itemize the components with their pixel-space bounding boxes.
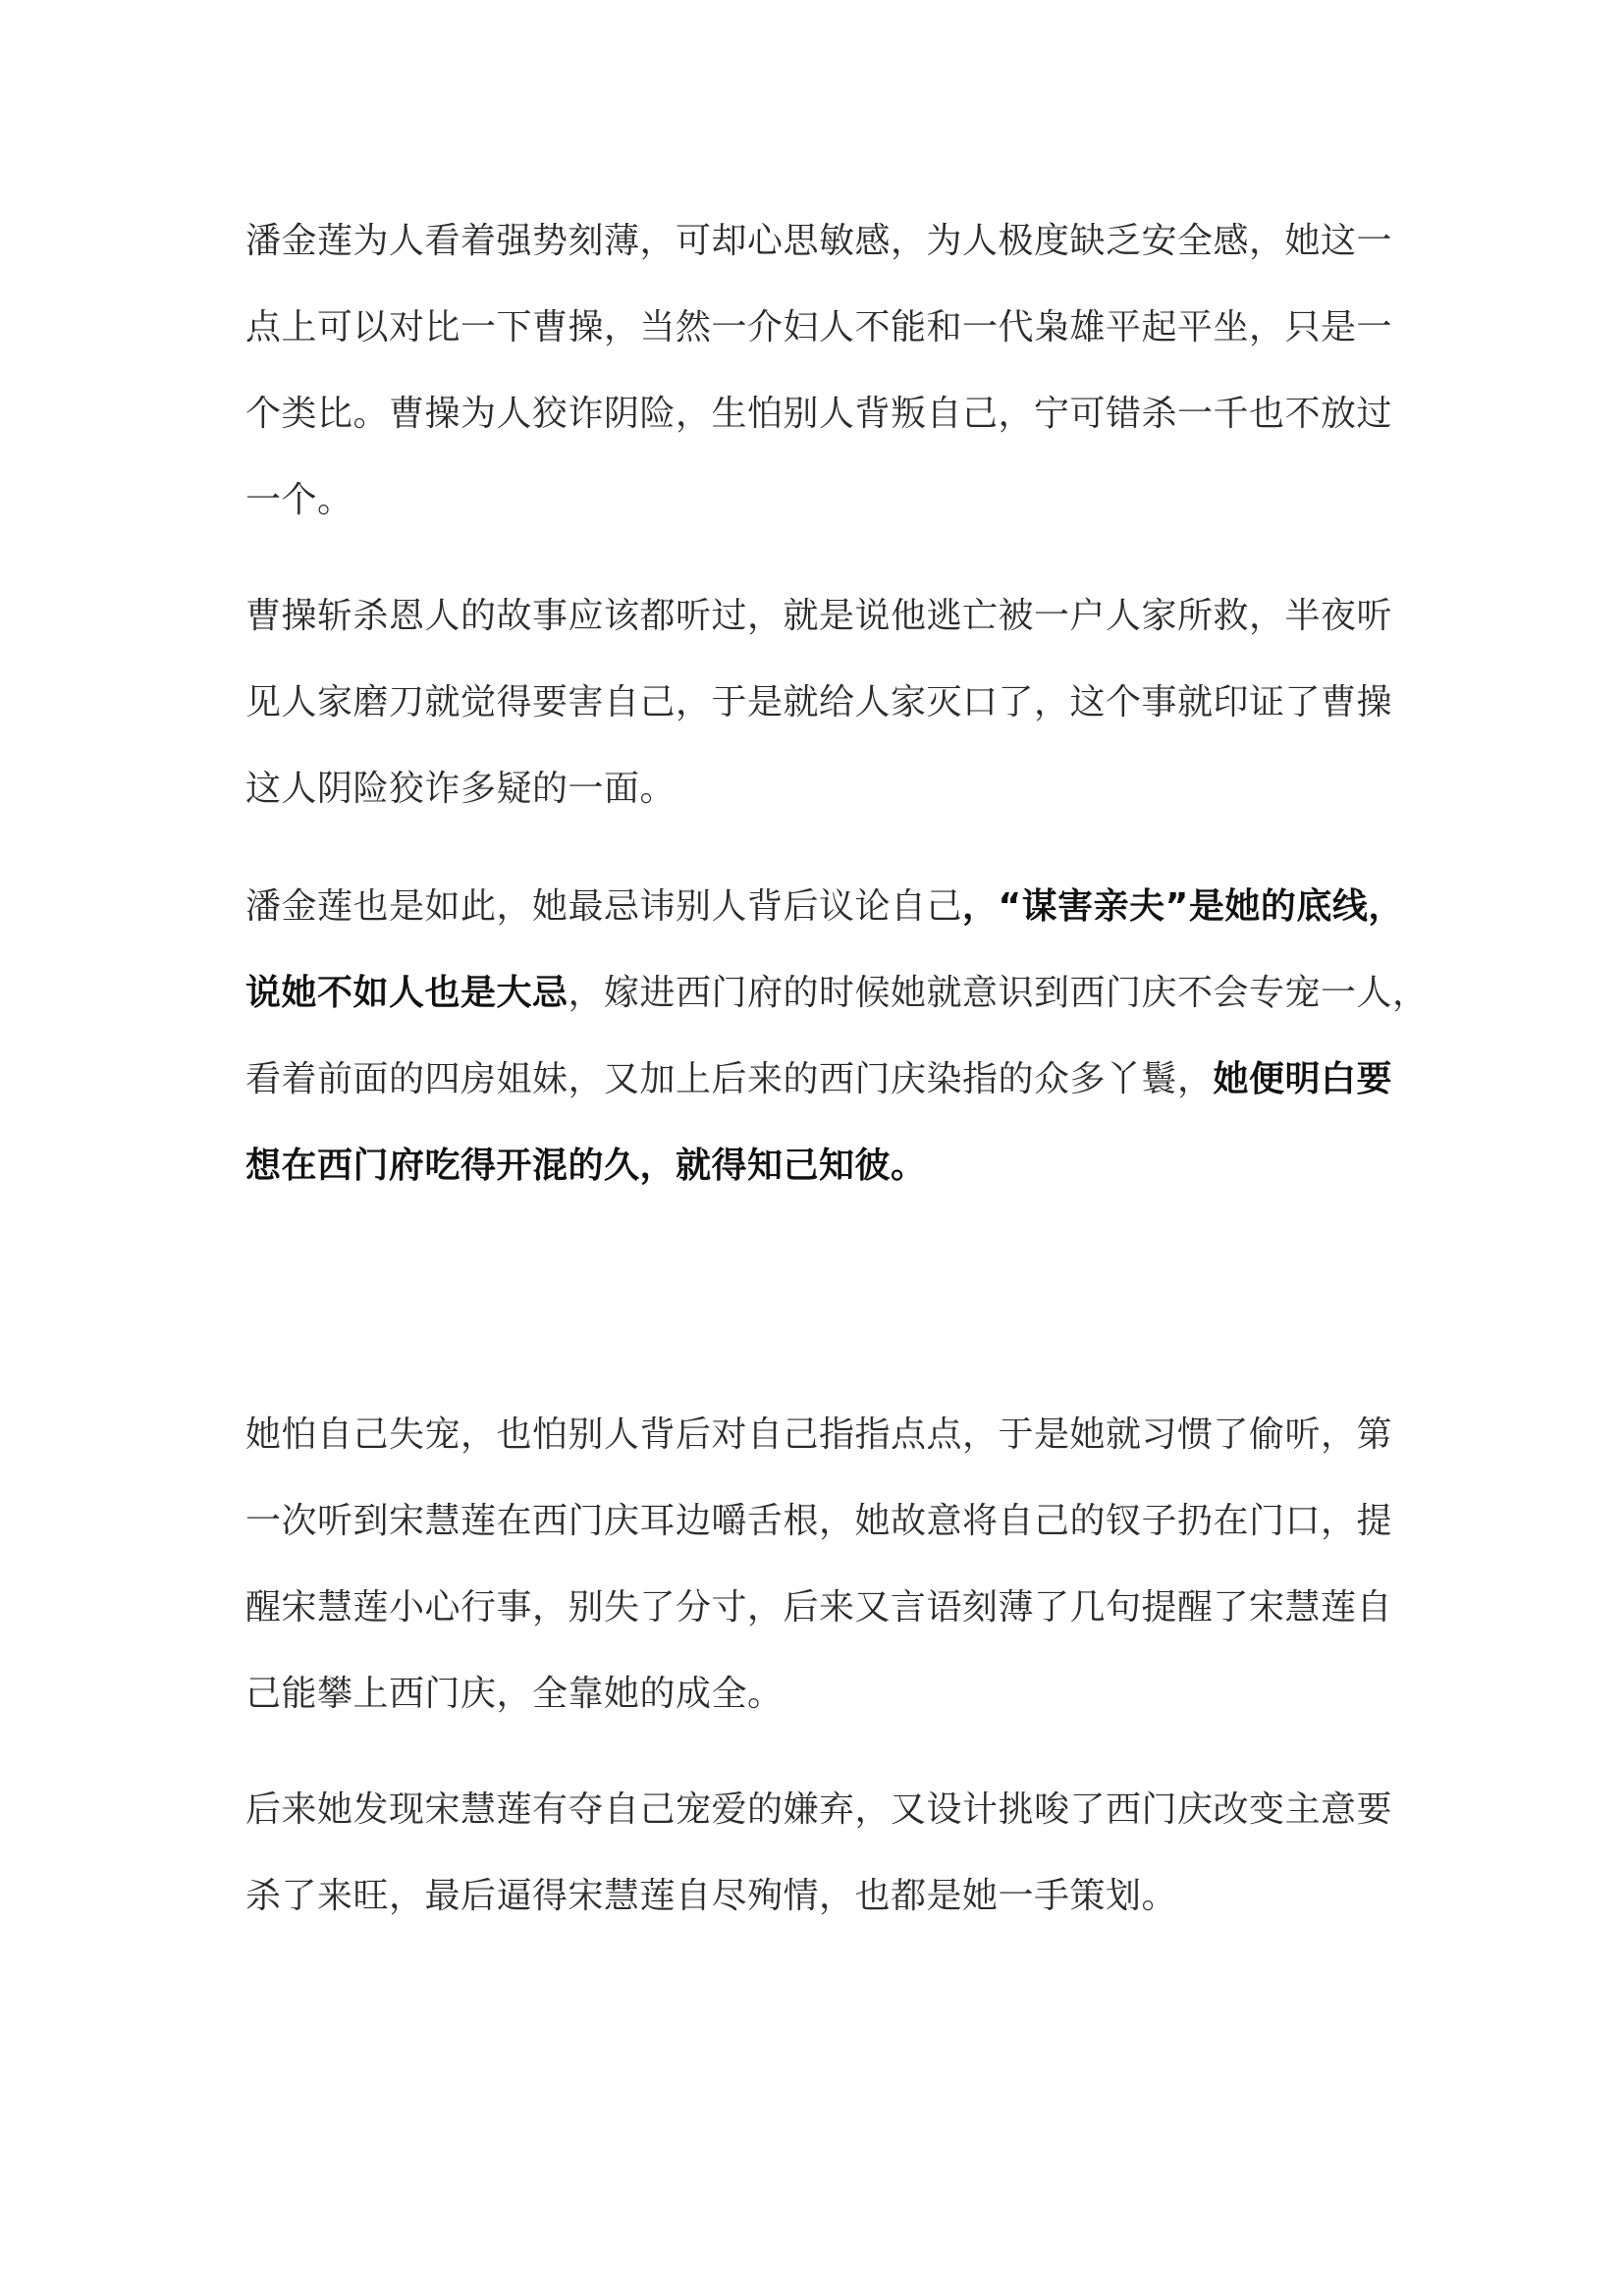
text-line: 点上可以对比一下曹操，当然一介妇人不能和一代枭雄平起平坐，只是一: [245, 307, 1393, 347]
paragraph-songhuilian-fate: [245, 1767, 1393, 1940]
paragraph-caocao-comparison: [245, 198, 1393, 544]
text-run: ，嫁进西门府的时候她就意识到西门庆不会专宠一人，: [568, 973, 1429, 1013]
bold-text-run: 她便明白要: [1213, 1059, 1393, 1099]
text-line: 后来她发现宋慧莲有夺自己宠爱的嫌弃，又设计挑唆了西门庆改变主意要: [245, 1789, 1393, 1830]
text-line: 曹操斩杀恩人的故事应该都听过，就是说他逃亡被一户人家所救，半夜听: [245, 596, 1393, 636]
text-line: 见人家磨刀就觉得要害自己，于是就给人家灭口了，这个事就印证了曹操: [245, 682, 1393, 722]
text-line: 己能攀上西门庆，全靠她的成全。: [245, 1674, 784, 1714]
paragraph-panjinlian-taboo: [245, 864, 1429, 1209]
paragraph-eavesdropping: [245, 1392, 1393, 1737]
paragraph-caocao-story: [245, 573, 1393, 832]
bold-text-line: 想在西门府吃得开混的久，就得知己知彼。: [245, 1146, 927, 1186]
text-line: [245, 864, 1404, 950]
text-line: 杀了来旺，最后逼得宋慧莲自尽殉情，也都是她一手策划。: [245, 1876, 1178, 1916]
text-line: [245, 1037, 1393, 1123]
text-line: [245, 950, 1429, 1037]
bold-text-run: 说她不如人也是大忌: [245, 973, 568, 1013]
bold-text-run: ，“谋害亲夫”是她的底线，: [962, 886, 1404, 927]
text-line: 个类比。曹操为人狡诈阴险，生怕别人背叛自己，宁可错杀一千也不放过: [245, 394, 1393, 434]
text-line: 一个。: [245, 480, 353, 520]
text-line: 一次听到宋慧莲在西门庆耳边嚼舌根，她故意将自己的钗子扔在门口，提: [245, 1501, 1393, 1541]
text-line: 醒宋慧莲小心行事，别失了分寸，后来又言语刻薄了几句提醒了宋慧莲自: [245, 1587, 1393, 1628]
text-run: 看着前面的四房姐妹，又加上后来的西门庆染指的众多丫鬟，: [245, 1059, 1214, 1099]
text-line: 这人阴险狡诈多疑的一面。: [245, 769, 677, 809]
text-line: 她怕自己失宠，也怕别人背后对自己指指点点，于是她就习惯了偷听，第: [245, 1415, 1393, 1455]
text-line: 潘金莲为人看着强势刻薄，可却心思敏感，为人极度缺乏安全感，她这一: [245, 221, 1393, 261]
text-run: 潘金莲也是如此，她最忌讳别人背后议论自己: [245, 886, 963, 927]
